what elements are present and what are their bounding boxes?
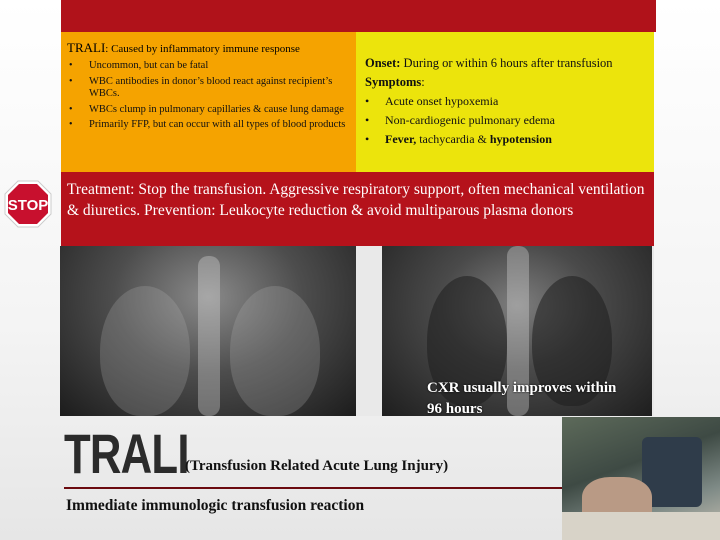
symptoms-colon: : — [421, 75, 425, 89]
onset-symptoms-box — [356, 32, 654, 172]
list-item — [365, 92, 646, 111]
symptoms-label: Symptoms — [365, 75, 422, 89]
symptom-list — [365, 92, 646, 149]
reaction-description: Immediate immunologic transfusion reaction — [66, 497, 365, 514]
trali-info-box — [61, 32, 356, 172]
treatment-text: Treatment: Stop the transfusion. Aggressive respiratory support, often mechanical ventilation & diuretics. Prevention: Leukocyte reduction & avoid multiparous plasma donors — [67, 181, 645, 219]
symptom-bold-end: hypotension — [489, 132, 552, 146]
onset-line — [365, 54, 646, 73]
symptom-text: tachycardia & — [416, 132, 490, 146]
list-item: • WBC antibodies in donor’s blood react against recipient’s WBCs. — [67, 76, 350, 101]
symptom-text: Non-cardiogenic pulmonary edema — [385, 113, 555, 127]
trali-box-title: TRALI — [67, 40, 106, 55]
stop-sign-icon — [4, 180, 52, 228]
onset-label: Onset: — [365, 56, 401, 70]
stop-sign-label: STOP — [7, 197, 49, 214]
symptoms-heading — [365, 73, 646, 92]
trali-box-heading — [67, 40, 350, 56]
page-subtitle-text: (Transfusion Related Acute Lung Injury) — [185, 458, 449, 474]
chest-xray-left — [60, 246, 356, 416]
page-title: TRALI — [64, 422, 189, 485]
onset-text: During or within 6 hours after transfusion — [400, 56, 613, 70]
divider — [64, 487, 564, 489]
list-item — [365, 130, 646, 149]
list-item: • Uncommon, but can be fatal — [67, 60, 350, 73]
symptom-bold: Fever, — [385, 132, 417, 146]
list-item: • WBCs clump in pulmonary capillaries & cause lung damage — [67, 104, 350, 117]
symptom-text: Acute onset hypoxemia — [385, 94, 499, 108]
page-subtitle — [185, 458, 448, 475]
list-item: • Primarily FFP, but can occur with all types of blood products — [67, 119, 350, 132]
list-item — [365, 111, 646, 130]
treatment-band — [61, 172, 654, 246]
trali-box-subtitle: : Caused by inflammatory immune response — [105, 43, 300, 55]
patient-photo — [562, 417, 720, 540]
cxr-improvement-note: CXR usually improves within 96 hours — [427, 380, 617, 417]
top-red-strip — [61, 0, 656, 32]
trali-bullet-list — [67, 60, 350, 132]
